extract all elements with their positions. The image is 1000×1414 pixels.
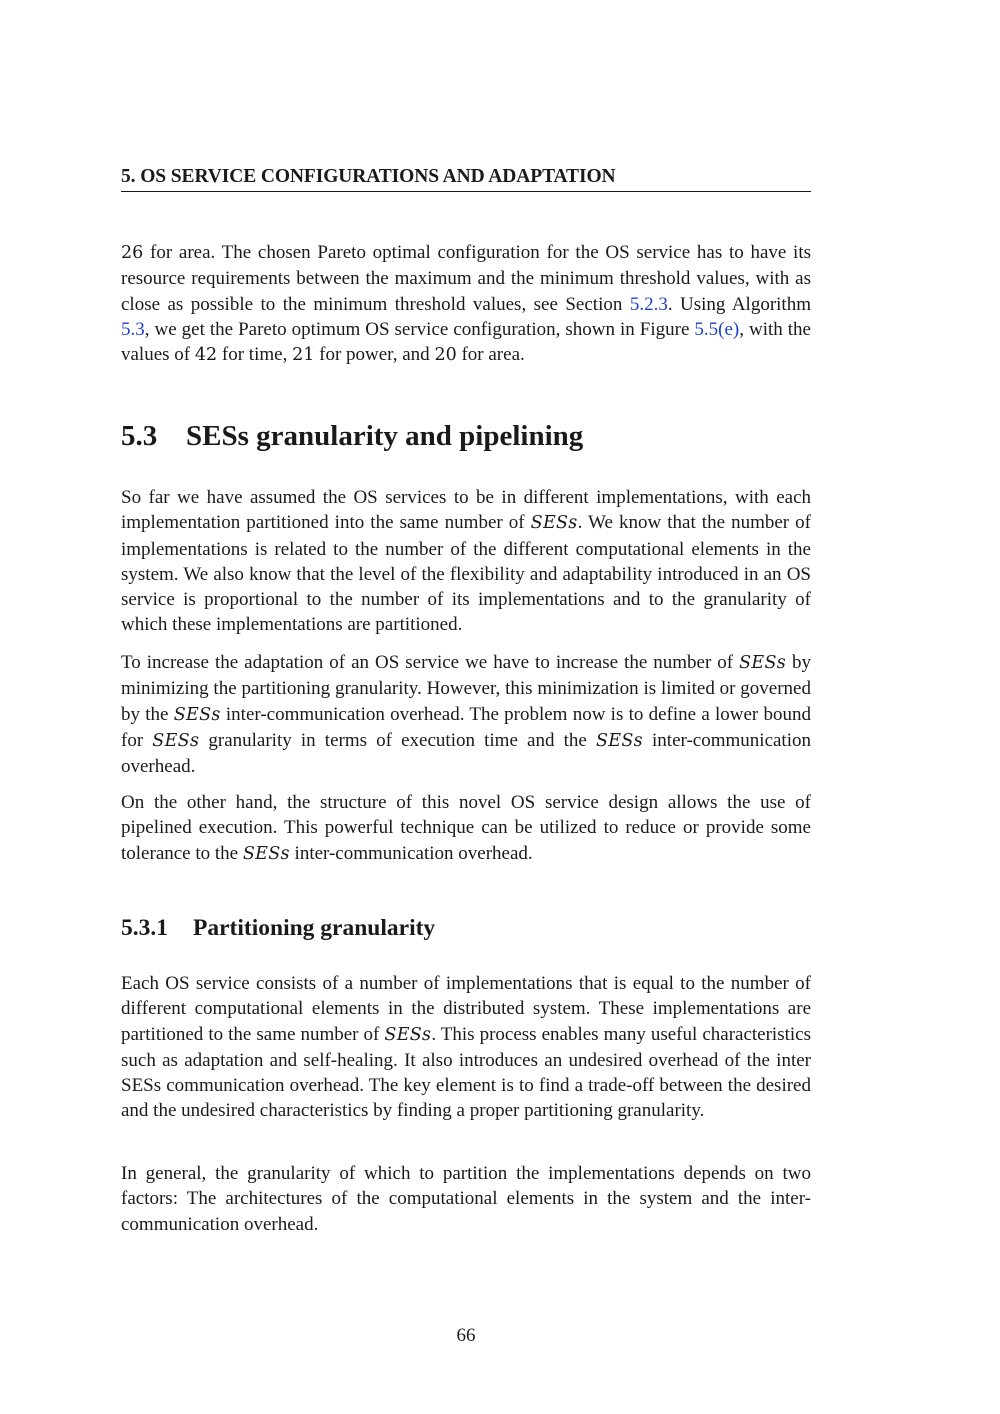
section-number: 5.3 xyxy=(121,420,158,452)
text-span: granularity in terms of execution time and the xyxy=(199,729,596,751)
math-sess: SESs xyxy=(152,730,200,751)
text-span: So far we have assumed the OS services to be in different implementations, with each implementation partitioned into the same number of xyxy=(121,487,811,534)
text-span: , we get the Pareto optimum OS service configuration, shown in Figure xyxy=(144,318,695,340)
paragraph-adaptation xyxy=(121,650,811,779)
math-sess: SESs xyxy=(384,1024,432,1045)
math-value-21: 21 xyxy=(292,345,315,366)
text-span: In general, the granularity of which to partition the implementations depends on two factors: The architectures of the computational elements in the system and the inter-communication overhead. xyxy=(121,1163,811,1235)
math-value-26: 26 xyxy=(121,243,144,263)
math-value-42: 42 xyxy=(194,345,218,366)
text-span: , with the values of xyxy=(121,318,811,366)
figure-link-5-5e[interactable]: 5.5(e) xyxy=(694,318,740,340)
text-span: To increase the adaptation of an OS service we have to increase the number of xyxy=(121,652,740,673)
text-span: for power, and xyxy=(314,344,435,366)
text-span: On the other hand, the structure of this novel OS service design allows the use of pipelined execution. This powerful technique can be utilized to reduce or provide some tolerance to the xyxy=(121,792,811,864)
text-span: inter-communication overhead. The problem now is to define a lower bound for xyxy=(121,703,811,751)
math-sess: SESs xyxy=(530,513,578,534)
text-span: . This process enables many useful characteristics such as adaptation and self-healing. It also introduces an undesired overhead of the inter SESs communication overhead. The key element is to find a trade-off between the desired and the undesired characteristics by finding a proper partitioning granularity. xyxy=(121,1023,811,1122)
subsection-title: Partitioning granularity xyxy=(193,915,436,941)
section-link-5-2-3[interactable]: 5.2.3 xyxy=(629,293,668,315)
math-sess: SESs xyxy=(595,730,643,751)
paragraph-granularity-factors xyxy=(121,1161,811,1237)
subsection-heading xyxy=(121,914,435,942)
section-title: SESs granularity and pipelining xyxy=(186,420,584,452)
text-span: . Using Algorithm xyxy=(667,293,811,315)
running-head: 5. OS SERVICE CONFIGURATIONS AND ADAPTATION xyxy=(121,165,811,192)
algorithm-link-5-3[interactable]: 5.3 xyxy=(121,318,145,340)
subsection-number: 5.3.1 xyxy=(121,915,168,941)
text-span: inter-communication overhead. xyxy=(121,729,811,778)
section-heading xyxy=(121,419,583,453)
page-number: 66 xyxy=(456,1325,476,1346)
math-sess: SESs xyxy=(242,843,290,864)
text-span: inter-communication overhead. xyxy=(289,842,533,864)
math-value-20: 20 xyxy=(434,345,457,366)
paragraph-partitioning xyxy=(121,971,811,1124)
text-span: Each OS service consists of a number of implementations that is equal to the number of different computational elements in the distributed system. These implementations are partitioned to the same number of xyxy=(121,973,811,1045)
paragraph-implementations xyxy=(121,485,811,638)
paragraph-pareto-config xyxy=(121,240,811,368)
text-span: . We know that the number of implementations is related to the number of the different computational elements in the system. We also know that the level of the flexibility and adaptability introduced in an OS service is proportional to the number of its implementations and to the granularity of which these implementations are partitioned. xyxy=(121,512,811,636)
math-sess: SESs xyxy=(739,653,787,673)
text-span: by minimizing the partitioning granularity. However, this minimization is limited or governed by the xyxy=(121,652,811,725)
math-sess: SESs xyxy=(173,704,221,725)
paragraph-pipelining xyxy=(121,790,811,867)
text-span: for area. xyxy=(456,344,525,366)
text-span: for area. The chosen Pareto optimal configuration for the OS service has to have its resource requirements between the maximum and the minimum threshold values, with as close as possible to the minimum threshold values, see Section xyxy=(121,242,811,315)
text-span: for time, xyxy=(217,344,293,366)
